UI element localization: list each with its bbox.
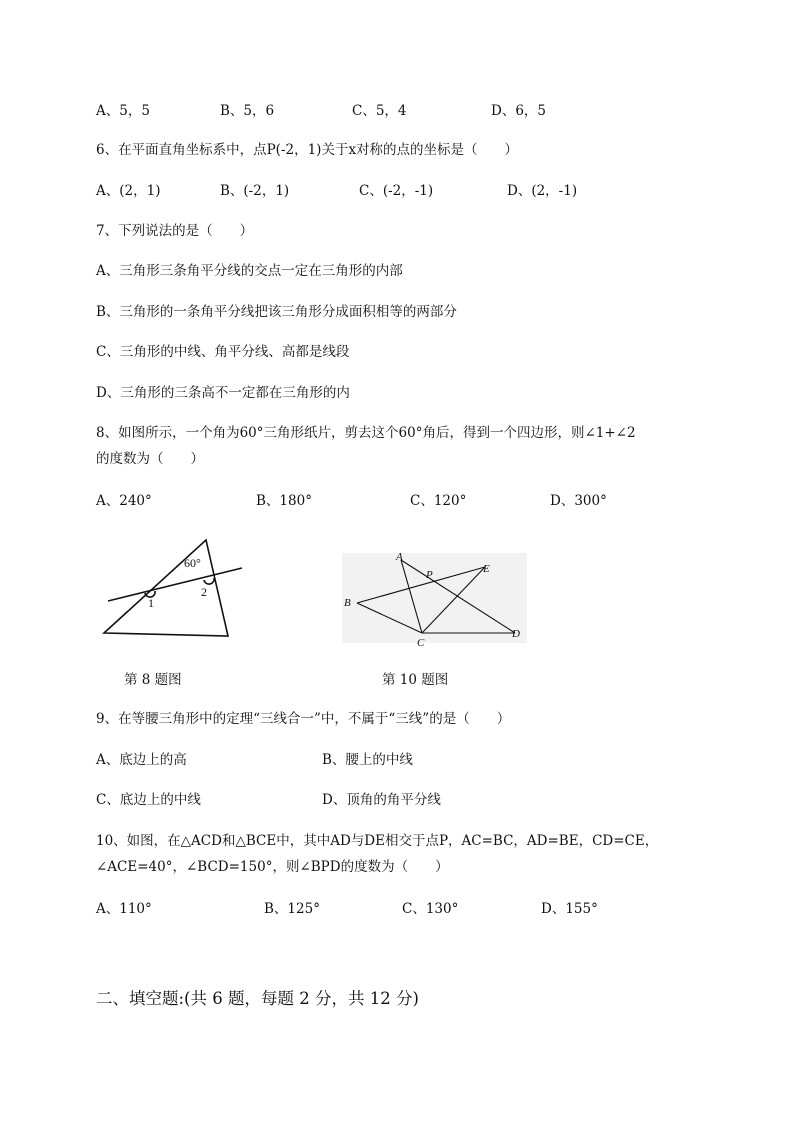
fig10-label-A: A bbox=[396, 551, 403, 563]
q9-stem: 9、在等腰三角形中的定理“三线合一”中，不属于“三线”的是（ ） bbox=[96, 711, 511, 727]
q9-option-c: C、底边上的中线 bbox=[96, 792, 201, 808]
q6-option-a: A、(2，1) bbox=[96, 183, 161, 199]
fig10-label-E: E bbox=[483, 563, 490, 575]
q8-option-c: C、120° bbox=[410, 493, 467, 509]
fig10-label-P: P bbox=[426, 569, 433, 581]
q7-statement-c: C、三角形的中线、角平分线、高都是线段 bbox=[96, 344, 350, 360]
q9-option-a: A、底边上的高 bbox=[96, 752, 187, 768]
q8-stem-line1: 8、如图所示，一个角为60°三角形纸片，剪去这个60°角后，得到一个四边形，则∠1+∠2 bbox=[96, 425, 636, 441]
q10-option-a: A、110° bbox=[96, 901, 152, 917]
q10-option-d: D、155° bbox=[541, 901, 598, 917]
q8-option-b: B、180° bbox=[256, 493, 312, 509]
fig10-label-B: B bbox=[344, 597, 351, 609]
q5-option-b: B、5，6 bbox=[220, 103, 275, 119]
q8-stem-line2: 的度数为（ ） bbox=[96, 451, 204, 467]
q6-option-b: B、(-2，1) bbox=[220, 183, 290, 199]
q5-option-a: A、5，5 bbox=[96, 103, 150, 119]
q8-option-d: D、300° bbox=[550, 493, 607, 509]
q7-statement-a: A、三角形三条角平分线的交点一定在三角形的内部 bbox=[96, 263, 403, 279]
section-2-heading: 二、填空题:(共 6 题，每题 2 分，共 12 分) bbox=[96, 989, 419, 1008]
fig8-cut-line bbox=[108, 568, 242, 601]
figure-8-diagram bbox=[96, 535, 256, 645]
q7-statement-d: D、三角形的三条高不一定都在三角形的内 bbox=[96, 385, 350, 401]
fig10-label-D: D bbox=[512, 628, 520, 640]
q6-option-d: D、(2，-1) bbox=[507, 183, 578, 199]
figure-8-caption: 第 8 题图 bbox=[124, 672, 182, 688]
fig8-label-1: 1 bbox=[148, 596, 154, 610]
figure-10-caption: 第 10 题图 bbox=[382, 672, 449, 688]
q9-option-d: D、顶角的角平分线 bbox=[322, 792, 441, 808]
fig8-triangle bbox=[104, 540, 228, 636]
q7-stem: 7、下列说法的是（ ） bbox=[96, 223, 254, 239]
q5-option-d: D、6，5 bbox=[491, 103, 547, 119]
fig8-label-2: 2 bbox=[201, 585, 207, 599]
q10-option-b: B、125° bbox=[264, 901, 320, 917]
q10-stem-line1: 10、如图，在△ACD和△BCE中，其中AD与DE相交于点P，AC=BC，AD=BE，CD=CE， bbox=[96, 833, 659, 849]
q5-option-c: C、5，4 bbox=[352, 103, 407, 119]
q8-option-a: A、240° bbox=[96, 493, 152, 509]
q10-stem-line2: ∠ACE=40°，∠BCD=150°，则∠BPD的度数为（ ） bbox=[96, 859, 449, 875]
q6-stem: 6、在平面直角坐标系中，点P(-2，1)关于x对称的点的坐标是（ ） bbox=[96, 142, 519, 158]
q9-option-b: B、腰上的中线 bbox=[322, 752, 413, 768]
fig8-angle2-arc bbox=[204, 578, 214, 584]
fig8-label-60: 60° bbox=[184, 556, 201, 570]
q10-option-c: C、130° bbox=[402, 901, 459, 917]
q6-option-c: C、(-2，-1) bbox=[359, 183, 434, 199]
q7-statement-b: B、三角形的一条角平分线把该三角形分成面积相等的两部分 bbox=[96, 304, 457, 320]
figure-10-diagram bbox=[340, 545, 530, 650]
fig10-label-C: C bbox=[417, 637, 425, 649]
